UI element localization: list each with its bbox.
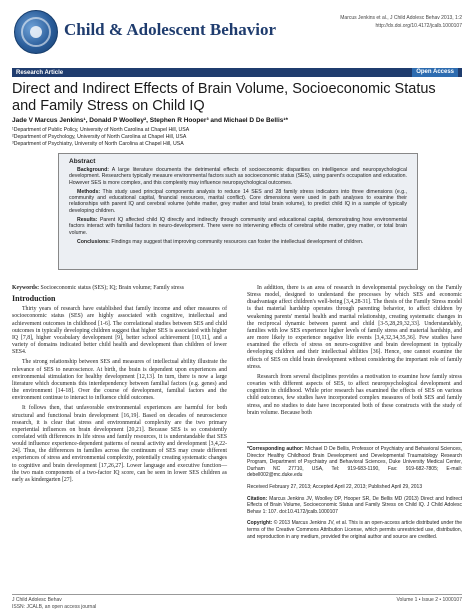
keywords-label: Keywords: <box>12 285 40 291</box>
abstract-heading: Abstract <box>69 158 96 165</box>
journal-title: Child & Adolescent Behavior <box>64 20 277 39</box>
page-footer <box>12 594 462 610</box>
received-dates: Received February 27, 2013; Accepted April 22, 2013; Published April 29, 2013 <box>247 483 423 490</box>
copyright-label: Copyright: <box>247 520 273 527</box>
abstract-conclusions <box>69 239 407 245</box>
header-doi-link[interactable]: http://dx.doi.org/10.4172/jcalb.1000107 <box>375 23 462 29</box>
introduction-heading: Introduction <box>12 294 56 304</box>
background-label: Background: <box>77 167 109 173</box>
methods-text: This study used principal components analysis to reduce 14 SES and 28 family stress indicators into three dimensions (e.g., community and educational capital, financial resources, marital conflict). Core dimensions were used in path analyses to examine their relationships with parent IQ and cerebral volume (white matter, grey matter and total brain volume), to predict child IQ in a sample of typically developing children. <box>69 188 407 214</box>
article-type-bar <box>12 68 462 77</box>
header-citation-line: Marcus Jenkins et al., J Child Adolesc Behav 2013, 1:2 <box>340 15 462 21</box>
corresponding-label: *Corresponding author: <box>247 446 304 452</box>
article-title: Direct and Indirect Effects of Brain Volume, Socioeconomic Status and Family Stress on Child IQ <box>12 81 436 114</box>
background-text: A large literature documents the detrimental effects of socioeconomic disparities on intelligence and neuropsychological development. Researchers typically measure environmental factors such as socioeconomic status (SES), using parent's occupation and education. However SES is more complex, and this complexity may influence neuropsychological outcomes. <box>69 167 407 186</box>
keywords-text: Socioeconomic status (SES); IQ; Brain volume; Family stress <box>40 285 184 291</box>
correspondence-block <box>247 442 462 545</box>
right-column <box>247 285 462 420</box>
citation-text: Marcus Jenkins JV, Woolley DP, Hooper SR, De Bellis MD (2013) Direct and Indirect Effects of Brain Volume, Socioeconomic Status and Family Stress on Child IQ. J Child Adolesc Behav 1: 107. doi:10.4172/jcalb.1000107 <box>247 495 463 515</box>
journal-header <box>12 8 462 68</box>
footer-issn: ISSN: JCALB, an open access journal <box>12 604 97 610</box>
abstract-background <box>69 167 407 186</box>
body-paragraph: It follows then, that unfavorable environmental experiences are harmful for both structural and functional brain development [16,19]. Based on decades of neuroscience research, it is clear that stress and environmental complexity are the two primary experiential influences on brain development [20,21]. Because SES is so consistently correlated with differences in life stress and family resources, it is understandable that SES would influence experience-dependent patterns of neural activity and development [3,4,22-24]. Thus, the differences in families across the continuum of SES may create different experiences of stress and environmental complexity, potentially creating systematic changes to cognitive and brain development [17,26,27]. Lower language and executive function—the two main components of a two-factor IQ score, can be seen in lower SES children as early as kindergarten [27]. <box>12 405 227 483</box>
abstract-methods <box>69 189 407 214</box>
body-paragraph: Thirty years of research have established that family income and other measures of socioeconomic status (SES) are highly associated with cognitive, intellectual and achievement outcomes in childhood [1-6]. The correlational studies between SES and child outcomes in typically developing children suggest that higher SES is associated with higher IQ [7,8], higher vocabulary development [9], better school achievement [10,11], and a variety of domains indicated better child health and development than children of lower SES4. <box>12 306 227 356</box>
author-affiliations <box>12 127 189 148</box>
affiliation-3: ³Department of Psychiatry, University of North Carolina at Chapel Hill, USA <box>12 141 184 147</box>
body-paragraph: In addition, there is an area of research in developmental psychology on the Family Stress model, designed to understand the processes by which SES and economic disadvantage affect children's well-being [3,4,28-31]. The thesis of the Family Stress model is that material hardship operates through parenting behavior, to affect children by weakening parents' mental health and marital relationship, creating systematic changes in the reciprocal dynamic between parent and child [3-5,28,29,32,33]. Understandably, families with low SES experience higher levels of family stress and material hardship, and are more likely to experience negative life events [3,4,32,34,35,36]. Few studies have examined the effects of stress on neuro-cognitive and brain development in typically developing children and their intellectual abilities [36]. Hence, one cannot examine the effects of SES on child brain development without considering the important role of family stress. <box>247 285 462 370</box>
corresponding-text: Michael D De Bellis, Professor of Psychiatry and Behavioral Sciences, Director Healthy Childhood Brain Development and Developmental Traumatology Research Program, Department of Psychiatry and Behavioral Sciences, Duke University Medical Center, Durham NC 27710, USA, Tel: 919-683-1190, Fax: 919-682-7805; E-mail: debell002@mc.duke.edu <box>247 446 462 479</box>
journal-logo-icon <box>14 10 58 54</box>
affiliation-2: ²Department of Psychology, University of North Carolina at Chapel Hill, USA <box>12 134 187 140</box>
body-paragraph: Research from several disciplines provides a motivation to examine how family stress covaries with different aspects of SES, to affect neuropsychological development and cognition in childhood. While prior research has examined the effects of SES on various child outcomes, few studies have incorporated complex measures of both SES and family stress, and no studies to date have incorporated both of these constructs with the study of brain volume. Because both <box>247 373 462 416</box>
citation-label: Citation: <box>247 495 268 502</box>
abstract-box <box>58 153 418 270</box>
keywords <box>12 285 227 292</box>
article-type-label: Research Article <box>16 69 64 76</box>
article-authors: Jade V Marcus Jenkins¹, Donald P Woolley², Stephen R Hooper³ and Michael D De Bellis¹* <box>12 117 289 124</box>
abstract-results <box>69 217 407 236</box>
body-paragraph: The strong relationship between SES and measures of intellectual ability illustrate the relevance of SES to neuroscience. At birth, the brain is dependent upon experiences and environmental stimulation for healthy development [12,13]. In turn, there is now a large literature which documents this interdependency between familial factors (e.g. genes) and the environment [14-18]. Over the course of development, familial factors and the environment continue to interact to influence child outcomes. <box>12 359 227 402</box>
copyright-text: © 2013 Marcus Jenkins JV, et al. This is an open-access article distributed under the terms of the Creative Commons Attribution License, which permits unrestricted use, distribution, and reproduction in any medium, provided the original author and source are credited. <box>247 520 463 540</box>
footer-volume: Volume 1 • Issue 2 • 1000107 <box>396 597 462 603</box>
results-text: Parent IQ affected child IQ directly and indirectly through community and educational capital, demonstrating how environmental factors interact with familial factors in neuro-development. There were no intervening effects of cerebral white matter, grey matter, or total brain volume. <box>69 217 407 236</box>
methods-label: Methods: <box>77 188 101 195</box>
corresponding-author <box>247 446 462 479</box>
conclusions-label: Conclusions: <box>77 238 110 245</box>
footer-left <box>12 597 96 611</box>
affiliation-1: ¹Department of Public Policy, University of North Carolina at Chapel Hill, USA <box>12 127 190 133</box>
open-access-badge: Open Access <box>412 68 458 77</box>
copyright-note <box>247 520 462 540</box>
conclusions-text: Findings may suggest that improving community resources can foster the intellectual development of children. <box>111 238 364 245</box>
footer-journal: J Child Adolesc Behav <box>12 597 62 603</box>
left-column <box>12 285 227 487</box>
results-label: Results: <box>77 217 98 224</box>
citation-note <box>247 496 462 516</box>
header-citation <box>292 14 462 30</box>
